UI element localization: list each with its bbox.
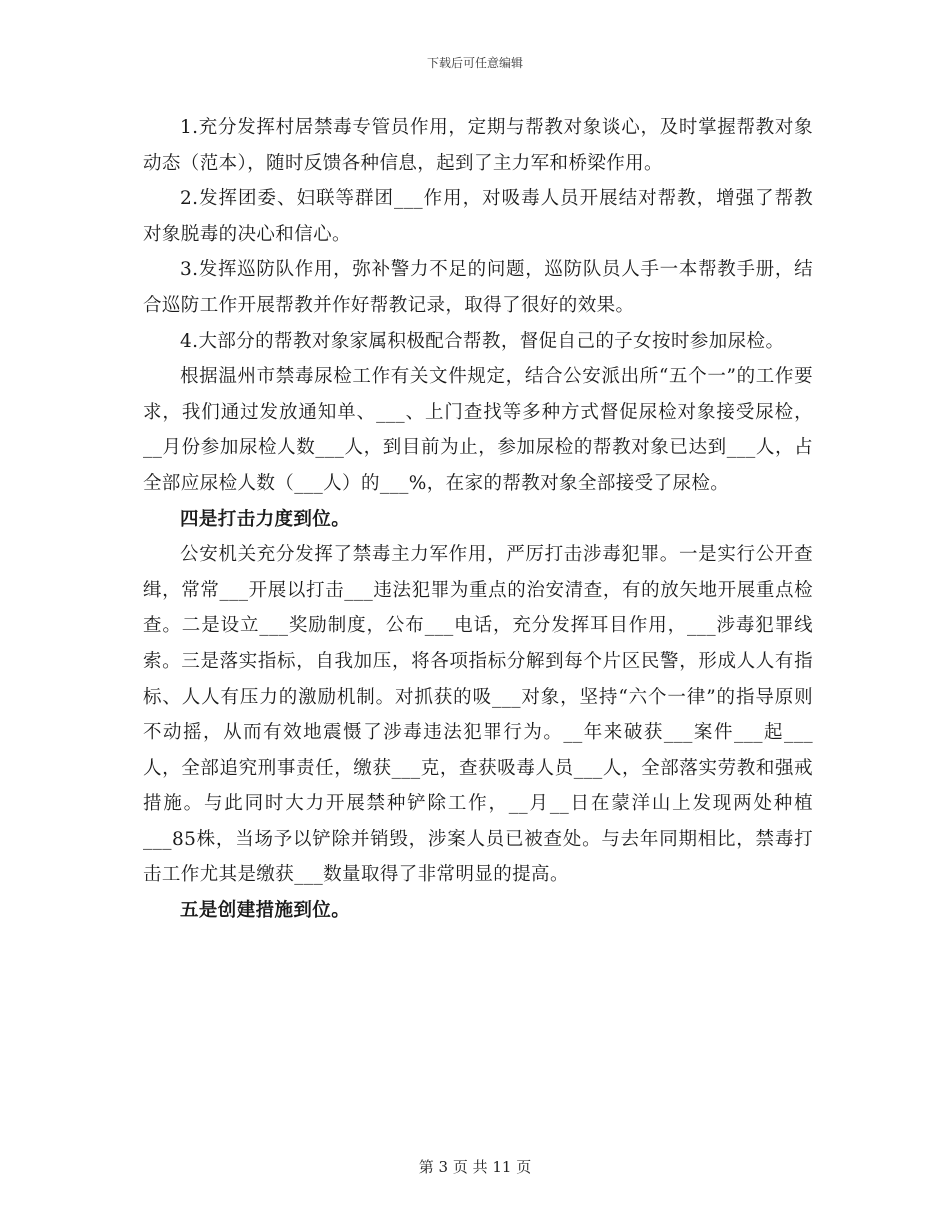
paragraph-3: 3.发挥巡防队作用，弥补警力不足的问题，巡防队员人手一本帮教手册，结合巡防工作开展帮教并作好帮教记录，取得了很好的效果。 (143, 259, 813, 316)
section-heading-4: 四是打击力度到位。 (180, 508, 351, 530)
paragraph-2: 2.发挥团委、妇联等群团___作用，对吸毒人员开展结对帮教，增强了帮教对象脱毒的决心和信心。 (143, 188, 813, 245)
page-header: 下载后可任意编辑 (426, 56, 523, 70)
section-heading-5: 五是创建措施到位。 (180, 900, 351, 922)
paragraph-1: 1.充分发挥村居禁毒专管员作用，定期与帮教对象谈心，及时掌握帮教对象动态（范本），随时反馈各种信息，起到了主力军和桥梁作用。 (143, 117, 813, 174)
paragraph-crackdown: 公安机关充分发挥了禁毒主力军作用，严厉打击涉毒犯罪。一是实行公开查缉，常常___开展以打击___违法犯罪为重点的治安清查，有的放矢地开展重点检查。二是设立___奖励制度，公布___电话，充分发挥耳目作用，___涉毒犯罪线索。三是落实指标，自我加压，将各项指标分解到每个片区民警，形成人人有指标、人人有压力的激励机制。对抓获的吸___对象，坚持“六个一律”的指导原则不动摇，从而有效地震慑了涉毒违法犯罪行为。__年来破获___案件___起___人，全部追究刑事责任，缴获___克，查获吸毒人员___人，全部落实劳教和强戒措施。与此同时大力开展禁种铲除工作，__月__日在蒙洋山上发现两处种植___85株，当场予以铲除并销毁，涉案人员已被查处。与去年同期相比，禁毒打击工作尤其是缴获___数量取得了非常明显的提高。 (143, 544, 813, 886)
paragraph-4: 4.大部分的帮教对象家属积极配合帮教，督促自己的子女按时参加尿检。 (180, 330, 785, 352)
document-body (143, 110, 813, 929)
paragraph-urine-test: 根据温州市禁毒尿检工作有关文件规定，结合公安派出所“五个一”的工作要求，我们通过发放通知单、___、上门查找等多种方式督促尿检对象接受尿检，__月份参加尿检人数___人，到目前为止，参加尿检的帮教对象已达到___人，占全部应尿检人数（___人）的___%，在家的帮教对象全部接受了尿检。 (143, 366, 813, 494)
page-footer: 第 3 页 共 11 页 (418, 1158, 532, 1176)
